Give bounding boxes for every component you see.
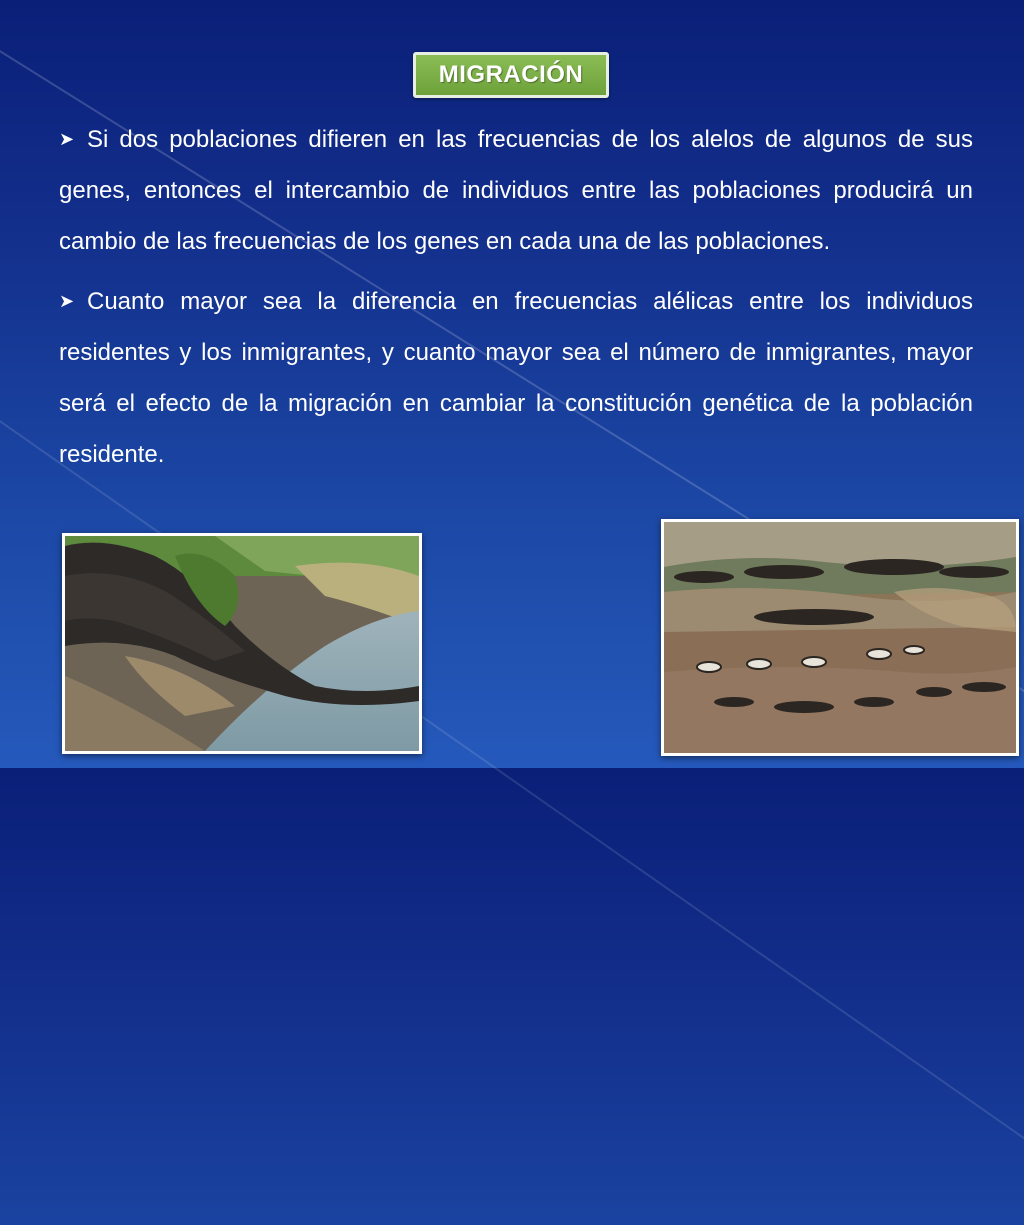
zebras-crossing-river-photo <box>661 519 1019 756</box>
wildebeest-herd-photo <box>62 533 422 754</box>
slide-body <box>59 114 973 489</box>
bullet-arrow-icon: ➤ <box>59 129 75 149</box>
slide-title: MIGRACIÓN <box>438 61 584 88</box>
paragraph-1 <box>59 114 973 267</box>
paragraph-1-text: Si dos poblaciones difieren en las frecuencias de los alelos de algunos de sus genes, entonces el intercambio de individuos entre las poblaciones producirá un cambio de las frecuencias de los genes en cada una de las poblaciones. <box>59 126 973 255</box>
bullet-arrow-icon: ➤ <box>59 291 75 311</box>
slide-title-box <box>413 52 609 98</box>
paragraph-2-text: Cuanto mayor sea la diferencia en frecuencias alélicas entre los individuos residentes y los inmigrantes, y cuanto mayor sea el número de inmigrantes, mayor será el efecto de la migración en cambiar la constitución genética de la población residente. <box>59 288 973 468</box>
paragraph-2 <box>59 276 973 480</box>
